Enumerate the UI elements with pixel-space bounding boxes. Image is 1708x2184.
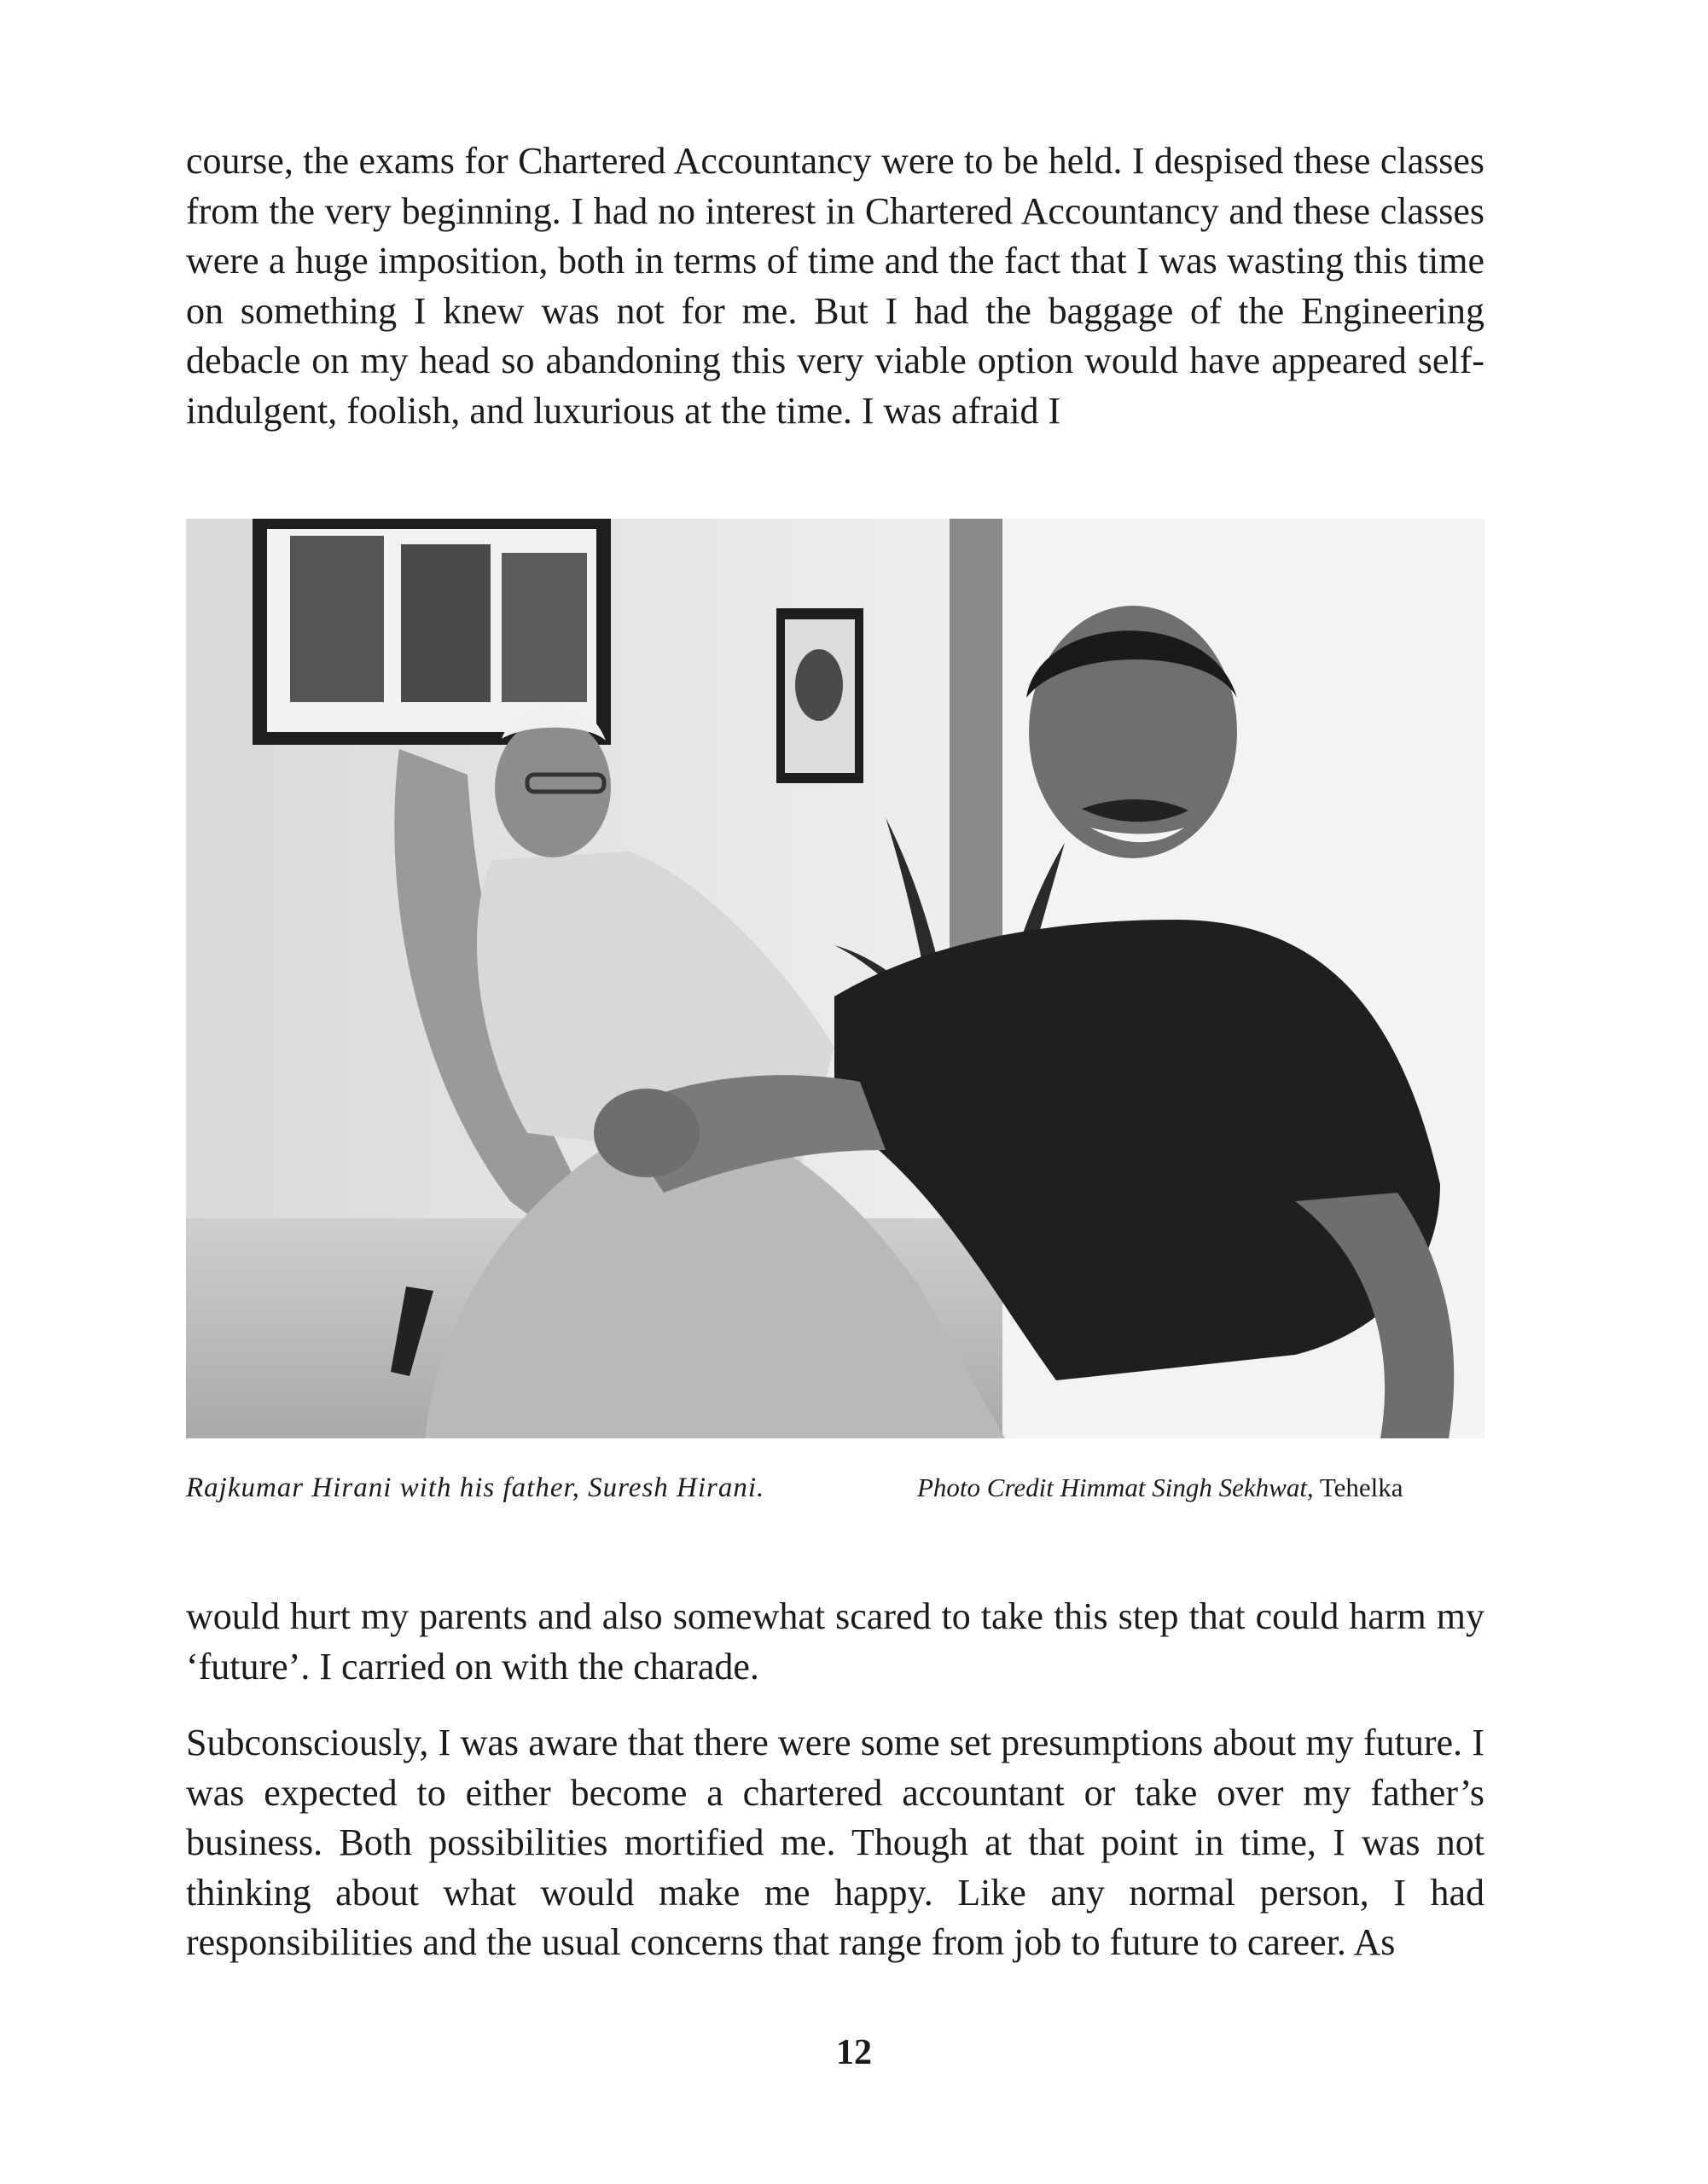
page-number: 12 bbox=[836, 2033, 872, 2072]
photo-credit-publication: Tehelka bbox=[1319, 1472, 1403, 1502]
photo-illustration bbox=[186, 519, 1484, 1438]
photograph bbox=[186, 519, 1484, 1438]
photo-caption: Rajkumar Hirani with his father, Suresh Hirani. bbox=[186, 1472, 765, 1503]
paragraph-continued: would hurt my parents and also somewhat scared to take this step that could harm my ‘future’. I carried on with the charade. bbox=[186, 1595, 1484, 1687]
wall-frame-small bbox=[776, 608, 863, 783]
photo-credit-label: Photo Credit Himmat Singh Sekhwat, bbox=[917, 1472, 1314, 1502]
paragraph-top: course, the exams for Chartered Accountancy were to be held. I despised these classes from the very beginning. I had no interest in Chartered Accountancy and these classes were a huge imposition, both in terms of time and the fact that I was wasting this time on something I knew was not for me. But I had the baggage of the Engineering debacle on my head so abandoning this very viable option would have appeared self-indulgent, foolish, and luxurious at the time. I was afraid I bbox=[186, 140, 1484, 432]
photo-credit bbox=[917, 1464, 1403, 1512]
paragraph-second: Subconsciously, I was aware that there were some set presumptions about my future. I was expected to either become a chartered accountant or take over my father’s business. Both possibilities mortified me. Though at that point in time, I was not thinking about what would make me happy. Like any normal person, I had responsibilities and the usual concerns that range from job to future to career. As bbox=[186, 1722, 1484, 1963]
